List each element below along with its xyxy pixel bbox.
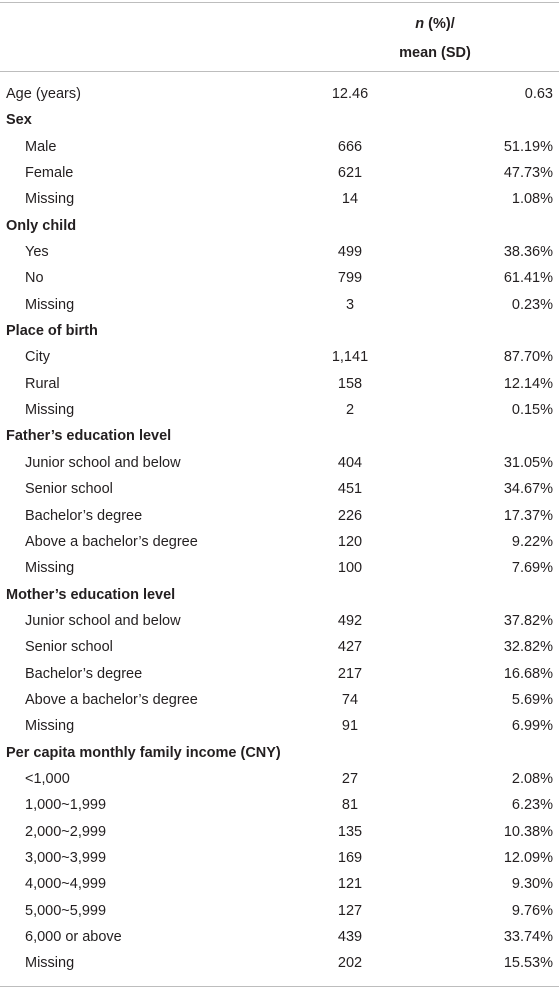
table-row <box>0 555 559 581</box>
count-cell: 121 <box>337 876 363 893</box>
percent-cell: 9.76% <box>511 902 553 919</box>
count-cell: 100 <box>337 560 363 577</box>
table-row <box>0 81 559 107</box>
row-label: Senior school <box>25 481 113 498</box>
column-header-line-2: mean (SD) <box>399 45 471 61</box>
percent-cell: 51.19% <box>503 138 553 155</box>
count-cell: 499 <box>337 244 363 261</box>
count-cell: 492 <box>337 612 363 629</box>
count-cell: 127 <box>337 902 363 919</box>
percent-cell: 2.08% <box>511 770 553 787</box>
count-cell: 169 <box>337 849 363 866</box>
count-cell: 451 <box>337 481 363 498</box>
percent-cell: 0.63 <box>524 86 553 102</box>
table-row <box>0 687 559 713</box>
row-label: 4,000~4,999 <box>25 876 107 893</box>
table-row <box>0 529 559 555</box>
percent-cell: 9.22% <box>511 533 553 550</box>
table-row <box>0 634 559 660</box>
table-row <box>0 160 559 186</box>
table-row <box>0 397 559 423</box>
section-heading: Only child <box>6 217 77 234</box>
row-label: 1,000~1,999 <box>25 797 107 814</box>
table-row <box>0 950 559 976</box>
row-label: Missing <box>25 560 75 577</box>
table-row <box>0 766 559 792</box>
percent-cell: 87.70% <box>503 349 553 366</box>
row-label: Bachelor’s degree <box>25 665 143 682</box>
row-label: Missing <box>25 402 75 419</box>
table-top-rule <box>0 2 559 3</box>
count-cell: 799 <box>337 270 363 287</box>
percent-cell: 16.68% <box>503 665 553 682</box>
column-header-n-percent-mean-sd <box>360 12 510 65</box>
table-section-row <box>0 423 559 449</box>
row-label: City <box>25 349 50 366</box>
count-cell: 427 <box>337 639 363 656</box>
table-row <box>0 265 559 291</box>
row-label: Above a bachelor’s degree <box>25 533 198 550</box>
count-cell: 81 <box>341 797 359 814</box>
table-row <box>0 371 559 397</box>
count-cell: 404 <box>337 454 363 471</box>
row-label: Yes <box>25 244 49 261</box>
table-body <box>0 81 559 977</box>
row-label: Junior school and below <box>25 454 181 471</box>
count-cell: 621 <box>337 165 363 182</box>
count-cell: 666 <box>337 138 363 155</box>
percent-cell: 0.23% <box>511 296 553 313</box>
table-row <box>0 898 559 924</box>
percent-cell: 10.38% <box>503 823 553 840</box>
row-label: Female <box>25 165 74 182</box>
percent-cell: 37.82% <box>503 612 553 629</box>
table-section-row <box>0 213 559 239</box>
percent-cell: 12.09% <box>503 849 553 866</box>
row-label: <1,000 <box>25 770 70 787</box>
section-heading: Mother’s education level <box>6 586 176 603</box>
percent-cell: 47.73% <box>503 165 553 182</box>
table-section-row <box>0 107 559 133</box>
row-label: Age (years) <box>6 86 81 102</box>
percent-cell: 5.69% <box>511 691 553 708</box>
section-heading: Sex <box>6 112 32 129</box>
row-label: Rural <box>25 375 60 392</box>
percent-cell: 9.30% <box>511 876 553 893</box>
percent-cell: 6.23% <box>511 797 553 814</box>
row-label: No <box>25 270 44 287</box>
table-row <box>0 239 559 265</box>
percent-cell: 32.82% <box>503 639 553 656</box>
count-cell: 74 <box>341 691 359 708</box>
table-header-rule <box>0 71 559 72</box>
row-label: Above a bachelor’s degree <box>25 691 198 708</box>
count-cell: 158 <box>337 375 363 392</box>
table-row <box>0 186 559 212</box>
section-heading: Per capita monthly family income (CNY) <box>6 744 281 761</box>
table-row <box>0 924 559 950</box>
column-header-percent: (%)/ <box>424 16 455 32</box>
percent-cell: 12.14% <box>503 375 553 392</box>
percent-cell: 31.05% <box>503 454 553 471</box>
row-label: 2,000~2,999 <box>25 823 107 840</box>
row-label: Junior school and below <box>25 612 181 629</box>
count-cell: 2 <box>345 402 355 419</box>
percent-cell: 1.08% <box>511 191 553 208</box>
table-row <box>0 344 559 370</box>
section-heading: Place of birth <box>6 323 98 340</box>
table-section-row <box>0 740 559 766</box>
count-cell: 3 <box>345 296 355 313</box>
count-cell: 1,141 <box>331 349 369 366</box>
count-cell: 91 <box>341 718 359 735</box>
count-cell: 439 <box>337 929 363 945</box>
count-cell: 226 <box>337 507 363 524</box>
percent-cell: 38.36% <box>503 244 553 261</box>
column-header-line-1 <box>360 12 510 36</box>
column-header-n: n <box>415 16 425 32</box>
table-section-row <box>0 318 559 344</box>
row-label: 3,000~3,999 <box>25 849 107 866</box>
count-cell: 27 <box>341 770 359 787</box>
row-label: 5,000~5,999 <box>25 902 107 919</box>
table-row <box>0 450 559 476</box>
percent-cell: 33.74% <box>503 929 553 945</box>
row-label: Missing <box>25 296 75 313</box>
row-label: Missing <box>25 191 75 208</box>
count-cell: 14 <box>341 191 359 208</box>
table-row <box>0 871 559 897</box>
table-row <box>0 134 559 160</box>
section-heading: Father’s education level <box>6 428 172 445</box>
count-cell: 202 <box>337 955 363 972</box>
percent-cell: 0.15% <box>511 402 553 419</box>
count-cell: 120 <box>337 533 363 550</box>
row-label: Senior school <box>25 639 113 656</box>
count-cell: 135 <box>337 823 363 840</box>
table-row <box>0 661 559 687</box>
table-row <box>0 476 559 502</box>
table-row <box>0 713 559 739</box>
percent-cell: 15.53% <box>503 955 553 972</box>
table-section-row <box>0 582 559 608</box>
percent-cell: 7.69% <box>511 560 553 577</box>
row-label: 6,000 or above <box>25 929 122 945</box>
table-row <box>0 792 559 818</box>
table-row <box>0 503 559 529</box>
percent-cell: 61.41% <box>503 270 553 287</box>
percent-cell: 17.37% <box>503 507 553 524</box>
row-label: Missing <box>25 718 75 735</box>
percent-cell: 34.67% <box>503 481 553 498</box>
count-cell: 217 <box>337 665 363 682</box>
row-label: Bachelor’s degree <box>25 507 143 524</box>
row-label: Missing <box>25 955 75 972</box>
row-label: Male <box>25 138 57 155</box>
table-row <box>0 845 559 871</box>
table-row <box>0 292 559 318</box>
table-row <box>0 608 559 634</box>
table-bottom-rule <box>0 986 559 987</box>
percent-cell: 6.99% <box>511 718 553 735</box>
count-cell: 12.46 <box>331 86 369 102</box>
table-row <box>0 819 559 845</box>
